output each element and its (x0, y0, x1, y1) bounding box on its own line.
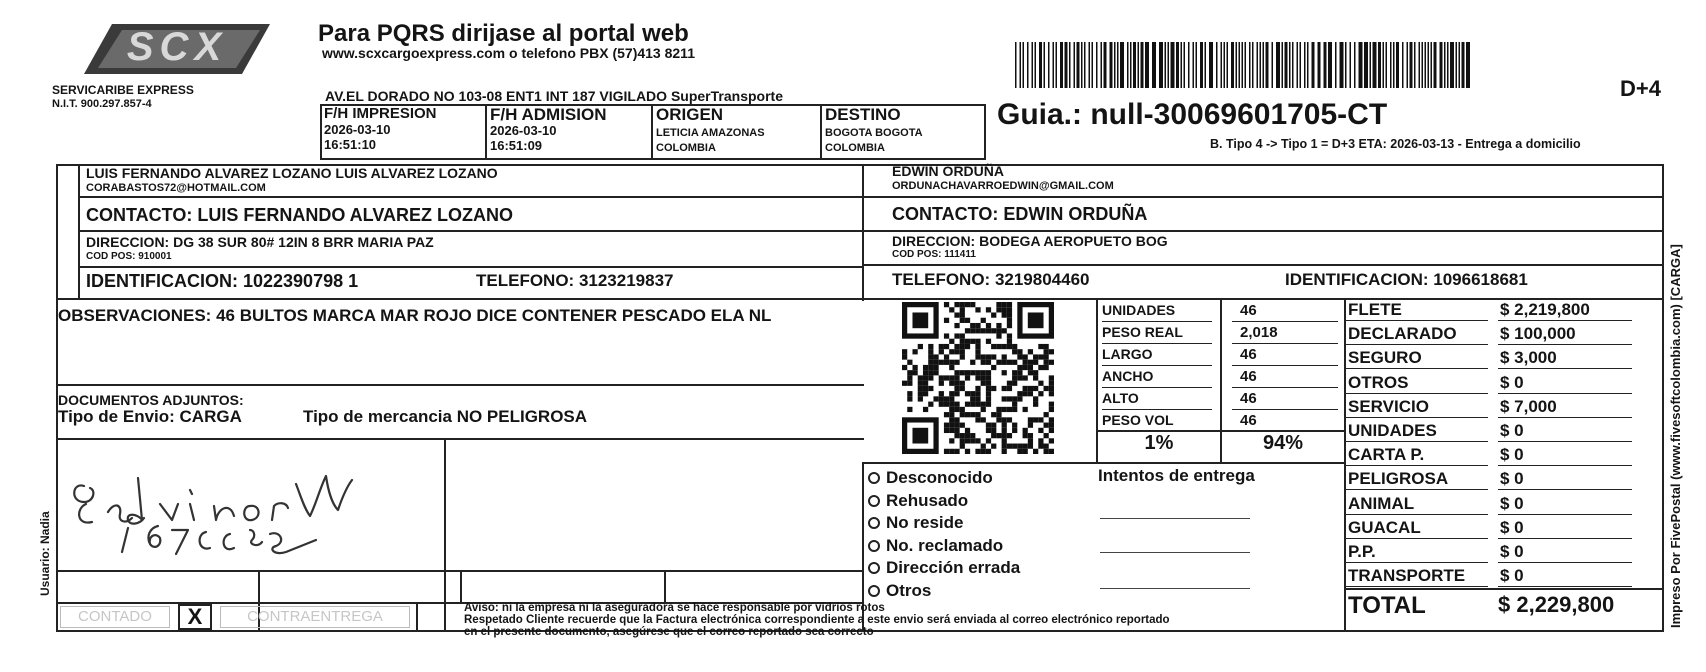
measure-value: 46 (1240, 346, 1257, 363)
charge-label: UNIDADES (1348, 421, 1437, 440)
delivery-reason-option[interactable] (868, 513, 963, 533)
charge-label: GUACAL (1348, 517, 1421, 537)
delivery-reason-label: Otros (886, 580, 932, 600)
radio-circle-icon[interactable] (868, 495, 880, 507)
destino-label: DESTINO (825, 105, 901, 124)
impresion-label: F/H IMPRESION (324, 105, 437, 122)
printed-by-label: Impreso Por FivePostal (www.fivesoftcolombia.com) [CARGA] (1668, 244, 1683, 628)
contado-option[interactable]: CONTADO (60, 606, 170, 628)
radio-circle-icon[interactable] (868, 472, 880, 484)
percent-left: 1% (1144, 432, 1174, 454)
delivery-reason-option[interactable] (868, 491, 968, 511)
receiver-phone: TELEFONO: 3219804460 (892, 270, 1090, 289)
radio-circle-icon[interactable] (868, 540, 880, 552)
pqrs-contact: www.scxcargoexpress.com o telefono PBX (57)413 8211 (322, 45, 695, 61)
radio-circle-icon[interactable] (868, 562, 880, 574)
destino-country: COLOMBIA (825, 142, 885, 154)
charge-label: ANIMAL (1348, 493, 1415, 513)
charge-label: DECLARADO (1348, 324, 1457, 344)
charge-label: TRANSPORTE (1348, 566, 1466, 586)
delivery-reason-option[interactable] (868, 468, 993, 488)
total-value: $ 2,229,800 (1498, 592, 1615, 617)
sender-address: DIRECCION: DG 38 SUR 80# 12IN 8 BRR MARIA PAZ (86, 234, 434, 250)
charge-value: $ 0 (1500, 566, 1524, 586)
tipo-mercancia: Tipo de mercancia NO PELIGROSA (303, 407, 588, 426)
notice-line-2: Respetado Cliente recuerde que la Factura electrónica correspondiente a este envio será enviada al correo electrónico reportado (464, 614, 1170, 626)
charge-value: $ 0 (1500, 517, 1524, 537)
charge-value: $ 0 (1500, 493, 1524, 513)
attempts-label: Intentos de entrega (1098, 466, 1255, 485)
charge-value: $ 100,000 (1500, 324, 1576, 344)
eta-note: B. Tipo 4 -> Tipo 1 = D+3 ETA: 2026-03-13 - Entrega a domicilio (1210, 137, 1581, 151)
charge-value: $ 2,219,800 (1500, 300, 1590, 319)
origen-city: LETICIA AMAZONAS (656, 127, 765, 139)
charge-value: $ 0 (1500, 542, 1524, 561)
admision-label: F/H ADMISION (490, 105, 607, 124)
service-code: D+4 (1620, 76, 1661, 101)
receiver-postal: COD POS: 111411 (892, 249, 976, 260)
notice (464, 602, 1170, 638)
measure-value: 2,018 (1240, 324, 1278, 341)
measure-label: ANCHO (1102, 368, 1154, 384)
charge-label: CARTA P. (1348, 445, 1425, 465)
delivery-reason-option[interactable] (868, 558, 1020, 578)
measure-label: PESO REAL (1102, 324, 1183, 340)
receiver-contact: CONTACTO: EDWIN ORDUÑA (892, 204, 1148, 224)
radio-circle-icon[interactable] (868, 517, 880, 529)
attempt-line-2[interactable] (1100, 552, 1250, 553)
sender-id: IDENTIFICACION: 1022390798 1 (86, 271, 359, 291)
sender-postal: COD POS: 910001 (86, 251, 172, 262)
receiver-id: IDENTIFICACION: 1096618681 (1285, 270, 1528, 289)
measure-value: 46 (1240, 302, 1257, 319)
documents-label: DOCUMENTOS ADJUNTOS: (58, 392, 244, 408)
charge-value: $ 0 (1500, 372, 1524, 392)
logo-text: SCX (126, 25, 228, 69)
percent-right: 94% (1262, 432, 1304, 454)
receiver-address: DIRECCION: BODEGA AEROPUETO BOG (892, 233, 1168, 249)
receiver-name: EDWIN ORDUÑA (892, 163, 1004, 179)
measure-value: 46 (1240, 390, 1257, 407)
admision-time: 16:51:09 (490, 138, 543, 153)
attempt-line-1[interactable] (1100, 518, 1250, 519)
attempt-line-3[interactable] (1100, 588, 1250, 589)
measure-label: LARGO (1102, 346, 1153, 362)
delivery-reason-option[interactable] (868, 581, 931, 601)
destino-city: BOGOTA BOGOTA (825, 127, 923, 139)
pqrs-title: Para PQRS dirijase al portal web (318, 20, 689, 47)
measure-value: 46 (1240, 412, 1257, 429)
notice-line-3: en el presente documento, asegúrese que el correo reportado sea correcto (464, 626, 874, 638)
destino-cell (825, 106, 923, 156)
qr-code (902, 302, 1054, 454)
origen-cell (656, 106, 765, 156)
charge-label: SEGURO (1348, 348, 1422, 368)
radio-circle-icon[interactable] (868, 585, 880, 597)
charge-label: PELIGROSA (1348, 469, 1449, 489)
measure-label: ALTO (1102, 390, 1139, 406)
charge-label: OTROS (1348, 372, 1409, 392)
origen-country: COLOMBIA (656, 142, 716, 154)
contraentrega-option[interactable]: CONTRAENTREGA (220, 606, 410, 628)
delivery-reason-label: Desconocido (886, 468, 993, 487)
company-logo (82, 22, 272, 76)
sender-name: LUIS FERNANDO ALVAREZ LOZANO LUIS ALVAREZ LOZANO (86, 165, 498, 181)
handwritten-signature (64, 444, 444, 572)
observations: OBSERVACIONES: 46 BULTOS MARCA MAR ROJO DICE CONTENER PESCADO ELA NL (58, 306, 772, 325)
impresion-date: 2026-03-10 (324, 122, 391, 137)
origen-label: ORIGEN (656, 105, 724, 124)
receiver-email: ORDUNACHAVARROEDWIN@GMAIL.COM (892, 180, 1114, 192)
company-address: AV.EL DORADO NO 103-08 ENT1 INT 187 VIGILADO SuperTransporte (325, 88, 783, 104)
charge-value: $ 0 (1500, 469, 1524, 489)
charge-value: $ 3,000 (1500, 348, 1557, 368)
user-label: Usuario: Nadia (38, 511, 52, 596)
notice-line-1: Aviso: ni la empresa ni la aseguradora se hace responsable por vidrios rotos (464, 602, 885, 614)
tipo-envio: Tipo de Envio: CARGA (58, 407, 242, 426)
measure-value: 46 (1240, 368, 1257, 385)
delivery-reason-option[interactable] (868, 536, 1003, 556)
delivery-reason-label: No reside (886, 513, 964, 532)
measure-label: UNIDADES (1102, 302, 1176, 318)
charge-label: FLETE (1348, 300, 1402, 319)
payment-mark[interactable]: X (178, 604, 212, 630)
admision-date: 2026-03-10 (490, 123, 557, 138)
sender-email: CORABASTOS72@HOTMAIL.COM (86, 182, 266, 194)
charge-label: SERVICIO (1348, 396, 1429, 416)
delivery-reason-label: Dirección errada (886, 558, 1021, 577)
delivery-reason-label: Rehusado (886, 490, 969, 510)
sender-phone: TELEFONO: 3123219837 (476, 271, 674, 290)
charge-value: $ 7,000 (1500, 396, 1557, 416)
total-label: TOTAL (1348, 592, 1426, 619)
delivery-reason-label: No. reclamado (886, 535, 1004, 555)
impresion-time: 16:51:10 (324, 137, 377, 152)
impresion-cell (324, 106, 437, 152)
charge-label: P.P. (1348, 542, 1376, 561)
charge-value: $ 0 (1500, 445, 1524, 465)
company-nit: N.I.T. 900.297.857-4 (52, 98, 152, 110)
company-name: SERVICARIBE EXPRESS (52, 83, 194, 97)
barcode (1015, 42, 1470, 88)
admision-cell (490, 106, 606, 153)
charge-value: $ 0 (1500, 421, 1524, 440)
measure-label: PESO VOL (1102, 412, 1174, 428)
sender-contact: CONTACTO: LUIS FERNANDO ALVAREZ LOZANO (86, 205, 513, 225)
guia-number: Guia.: null-30069601705-CT (997, 98, 1388, 131)
